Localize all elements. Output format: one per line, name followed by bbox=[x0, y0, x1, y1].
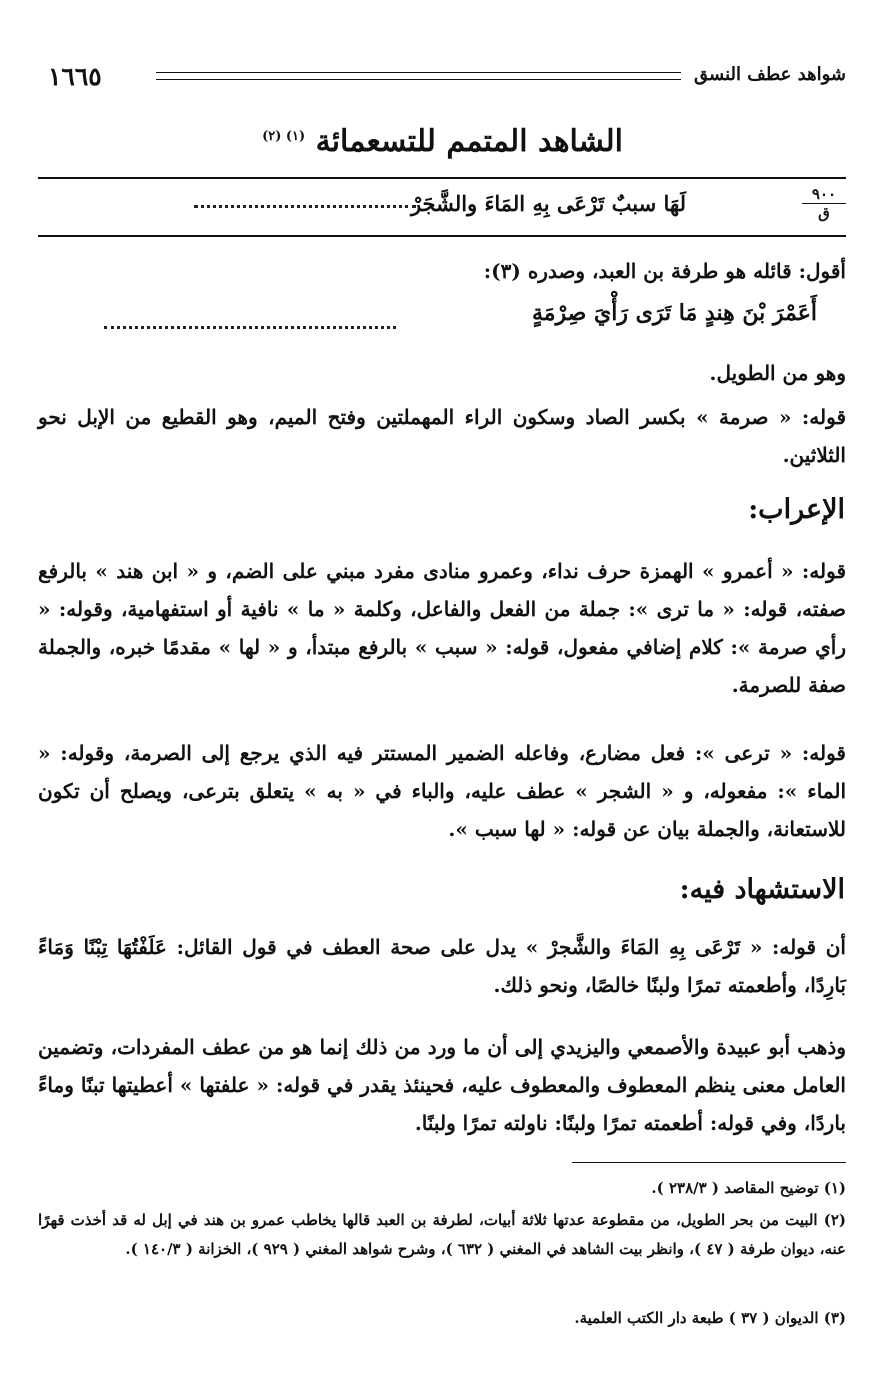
paragraph-irab-1: قوله: « أعمرو » الهمزة حرف نداء، وعمرو منادى مفرد مبني على الضم، و « ابن هند » بالرفع صفته، قوله: « ما ترى »: جملة من الفعل والفاعل، وكلمة « ما » نافية أو استفهامية، وقوله: « رأي صرمة »: كلام إضافي مفعول، قوله: « سبب » بالرفع مبتدأ، و « لها » مقدمًا خبره، والجملة صفة للصرمة. bbox=[38, 559, 847, 697]
page-number: ١٦٦٥ bbox=[48, 62, 102, 91]
header-rule bbox=[156, 72, 681, 80]
paragraph-attribution: أقول: قائله هو طرفة بن العبد، وصدره (٣): bbox=[483, 259, 846, 283]
verse-number-value: ٩٠٠ bbox=[802, 185, 846, 204]
elided-hemistich-dots bbox=[194, 195, 416, 208]
elided-second-hemistich-dots bbox=[104, 320, 396, 329]
running-title: شواهد عطف النسق bbox=[694, 64, 846, 85]
footnote-2: (٢) البيت من بحر الطويل، من مقطوعة عدتها ثلاثة أبيات، لطرفة بن العبد قالها يخاطب عمرو بن هند في إبل له قد أخذت قهرًا عنه، ديوان طرفة ( ٤٧ )، وانظر بيت الشاهد في المغني ( ٦٣٢ )، وشرح شواهد المغني ( ٩٢٩ )، الخزانة ( ١٤٠/٣ ). bbox=[38, 1211, 846, 1258]
paragraph-irab-2: قوله: « ترعى »: فعل مضارع، وفاعله الضمير المستتر فيه الذي يرجع إلى الصرمة، وقوله: « الماء »: مفعوله، و « الشجر » عطف عليه، والباء في « به » يتعلق بترعى، ويصلح أن تكون للاستعانة، والجملة بيان عن قوله: « لها سبب ». bbox=[38, 741, 846, 841]
verse-hemistich: لَهَا سببٌ تَرْعَى بِهِ المَاءَ والشَّجَرْ bbox=[410, 191, 686, 216]
verse-first-hemistich: أَعَمْرَ بْنَ هِندٍ مَا تَرَى رَأْيَ صِرْمَةٍ bbox=[531, 300, 817, 326]
paragraph-istishhad-2: وذهب أبو عبيدة والأصمعي واليزيدي إلى أن ما ورد من ذلك إنما هو من عطف المفردات، وتضمين العامل معنى ينظم المعطوف والمعطوف عليه، فحينئذ يقدر في قوله: « علفتها » أعطيتها تبنًا وماءً باردًا، وفي قوله: أطعمته تمرًا ولبنًا: ناولته تمرًا ولبنًا. bbox=[38, 1035, 846, 1135]
section-title-text: الشاهد المتمم للتسعمائة bbox=[315, 124, 623, 159]
footnote-1: (١) توضيح المقاصد ( ٢٣٨/٣ ). bbox=[651, 1179, 846, 1197]
section-title bbox=[0, 124, 885, 159]
paragraph-vocabulary: قوله: « صرمة » بكسر الصاد وسكون الراء المهملتين وفتح الميم، وهو القطيع من الإبل نحو الثلاثين. bbox=[38, 405, 846, 467]
verse-header-box bbox=[38, 177, 846, 237]
paragraph-istishhad-1: أن قوله: « تَرْعَى بِهِ المَاءَ والشَّجرْ » يدل على صحة العطف في قول القائل: عَلَفْتُهَا تِبْنًا وَمَاءً بَارِدًا، وأطعمته تمرًا ولبنًا خالصًا، ونحو ذلك. bbox=[38, 935, 846, 997]
footnote-separator bbox=[572, 1162, 846, 1163]
heading-istishhad: الاستشهاد فيه: bbox=[679, 874, 845, 905]
verse-number bbox=[802, 185, 846, 222]
paragraph-meter: وهو من الطويل. bbox=[709, 361, 846, 385]
verse-number-label: ق bbox=[818, 204, 830, 222]
page-header bbox=[38, 62, 846, 92]
title-footnote-marker: (١) (٢) bbox=[262, 129, 306, 144]
heading-irab: الإعراب: bbox=[748, 494, 845, 525]
footnote-3: (٣) الديوان ( ٣٧ ) طبعة دار الكتب العلمية. bbox=[574, 1309, 846, 1327]
